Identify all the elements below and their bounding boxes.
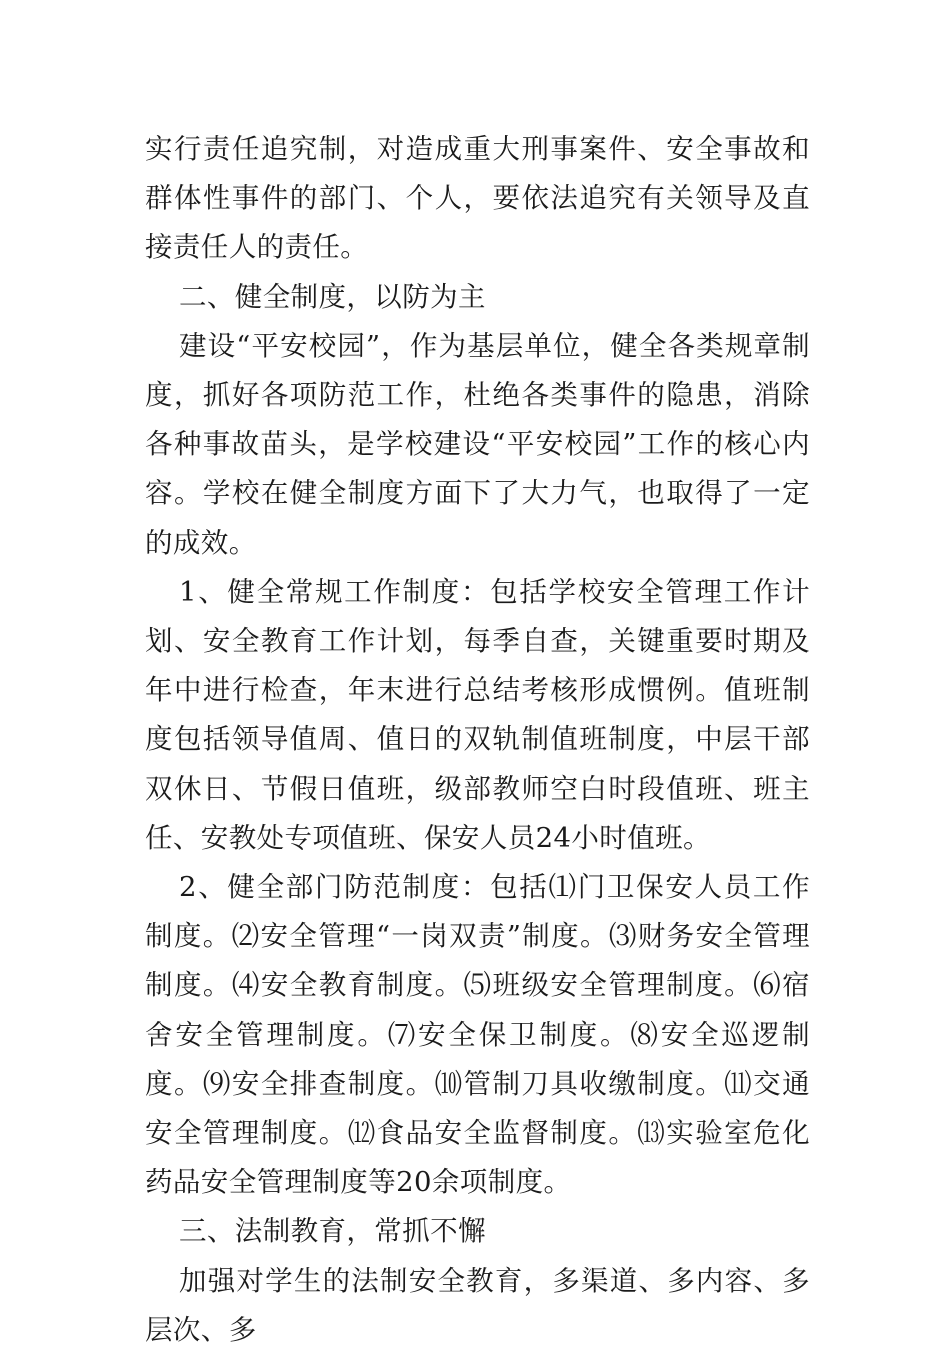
section-heading-2: 二、健全制度，以防为主: [179, 280, 486, 313]
paragraph-department-system: 2、健全部门防范制度：包括⑴门卫保安人员工作制度。⑵安全管理“一岗双责”制度。⑶财务安全管理制度。⑷安全教育制度。⑸班级安全管理制度。⑹宿舍安全管理制度。⑺安全保卫制度。⑻安全巡逻制度。⑼安全排查制度。⑽管制刀具收缴制度。⑾交通安全管理制度。⑿食品安全监督制度。⒀实验室危化药品安全管理制度等20余项制度。: [145, 871, 810, 1199]
paragraph-continuation: 实行责任追究制，对造成重大刑事案件、安全事故和群体性事件的部门、个人，要依法追究有关领导及直接责任人的责任。: [145, 133, 810, 264]
document-body: [145, 125, 810, 1355]
section-heading-3: 三、法制教育，常抓不懈: [179, 1215, 486, 1248]
paragraph-routine-system: 1、健全常规工作制度：包括学校安全管理工作计划、安全教育工作计划，每季自查，关键重要时期及年中进行检查，年末进行总结考核形成惯例。值班制度包括领导值周、值日的双轨制值班制度，中层干部双休日、节假日值班，级部教师空白时段值班、班主任、安教处专项值班、保安人员24小时值班。: [145, 575, 810, 854]
paragraph-safe-campus: 建设“平安校园”，作为基层单位，健全各类规章制度，抓好各项防范工作，杜绝各类事件的隐患，消除各种事故苗头，是学校建设“平安校园”工作的核心内容。学校在健全制度方面下了大力气，也取得了一定的成效。: [145, 329, 810, 559]
paragraph-legal-education: 加强对学生的法制安全教育，多渠道、多内容、多层次、多: [145, 1264, 810, 1346]
